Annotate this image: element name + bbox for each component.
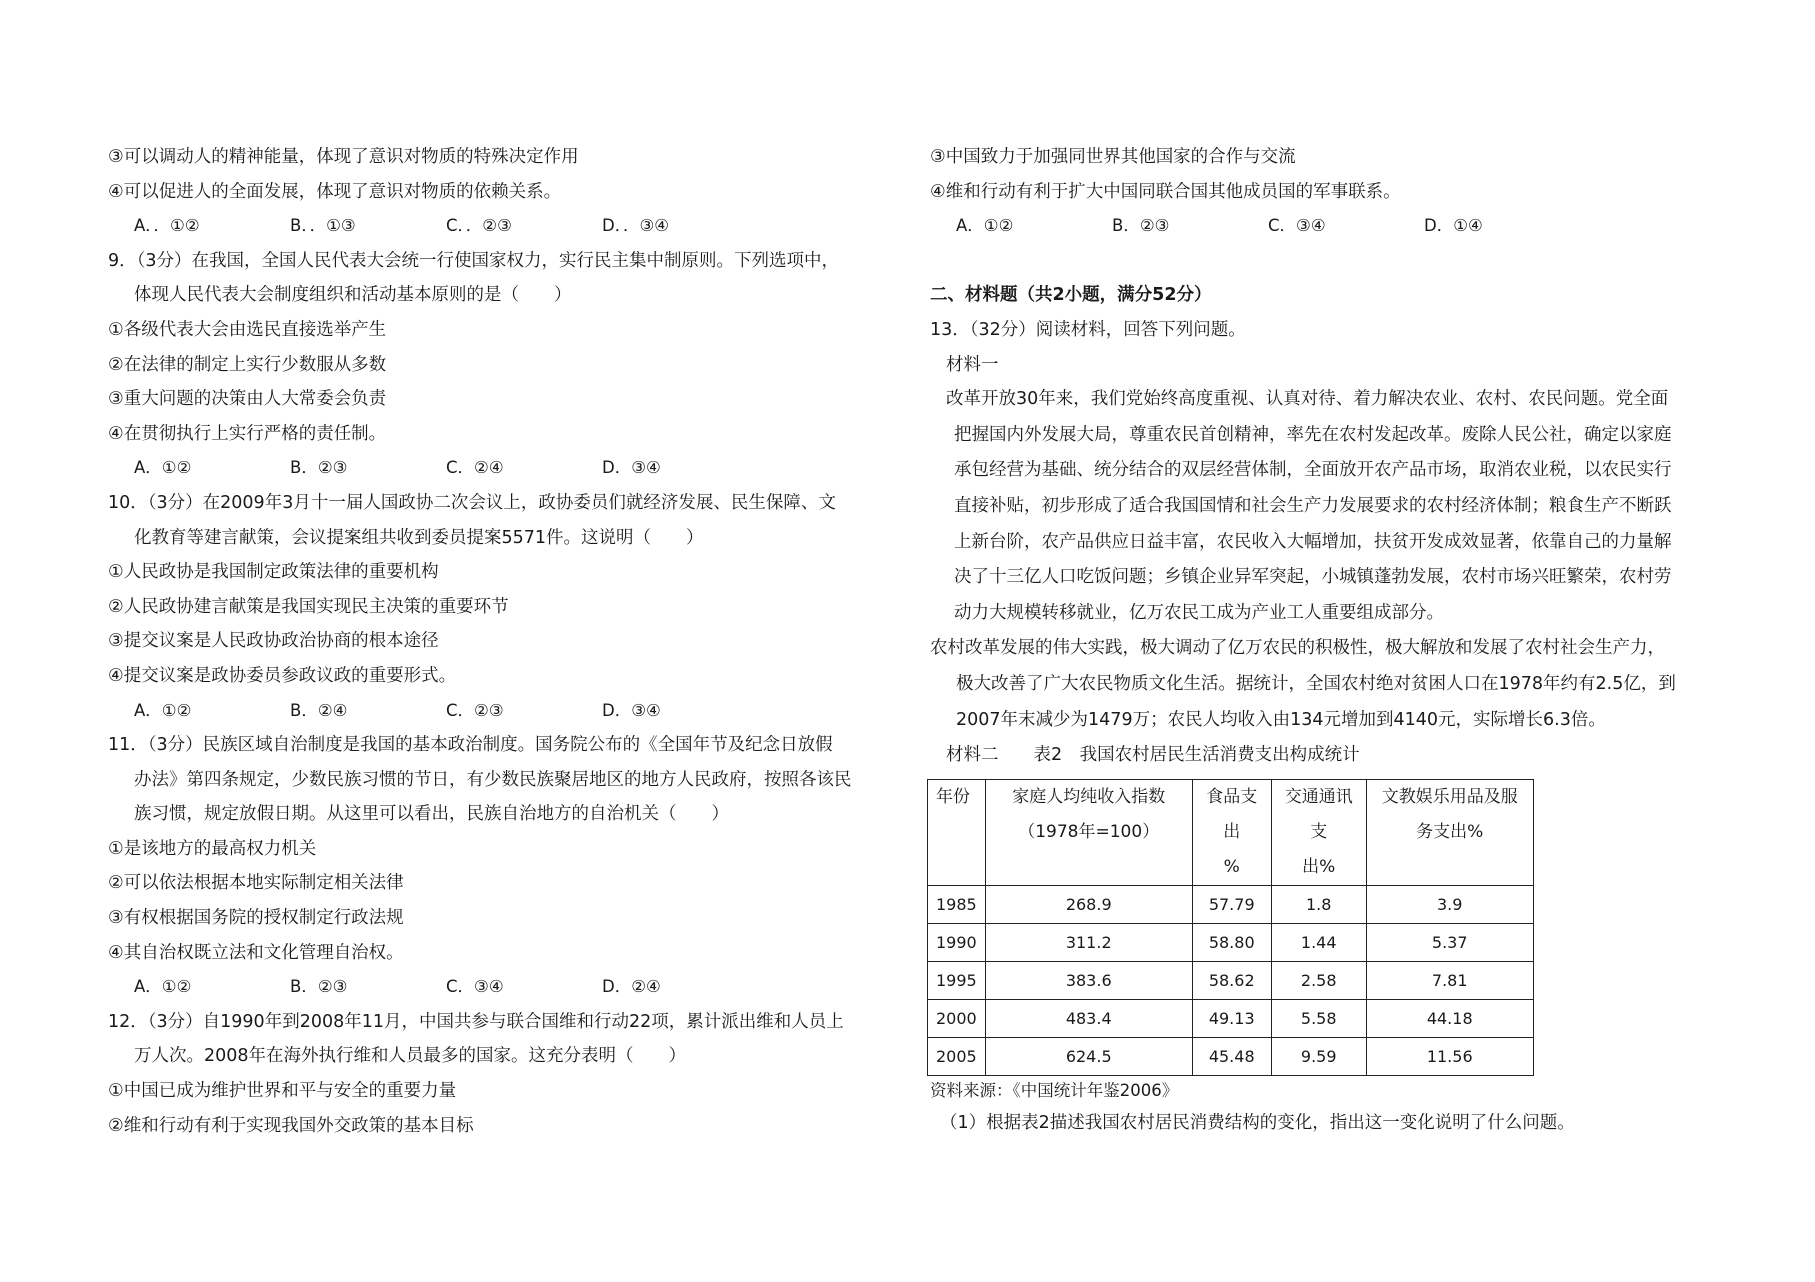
q12-item: ④维和行动有利于扩大中国同联合国其他成员国的军事联系。 (930, 181, 1401, 202)
cell-education: 5.37 (1366, 923, 1533, 961)
option-d: D．．③④ (602, 216, 670, 236)
cell-year: 1990 (928, 923, 986, 961)
material-one-line: 极大改善了广大农民物质文化生活。据统计，全国农村绝对贫困人口在1978年约有2.5亿，到 (956, 673, 1676, 694)
option-a: A．①② (956, 216, 1014, 236)
q10-item: ④提交议案是政协委员参政议政的重要形式。 (108, 665, 457, 686)
material-one-line: 改革开放30年来，我们党始终高度重视、认真对待、着力解决农业、农村、农民问题。党全面 (946, 389, 1669, 410)
cell-education: 3.9 (1366, 885, 1533, 923)
header-text: 食品支出 (1206, 786, 1258, 842)
table-row (928, 999, 1534, 1037)
header-text: 务支出% (1416, 821, 1484, 842)
q12-stem-cont: 万人次。2008年在海外执行维和人员最多的国家。这充分表明（ ） (134, 1046, 687, 1067)
cell-education: 44.18 (1366, 999, 1533, 1037)
header-year (928, 779, 986, 885)
table-row (928, 885, 1534, 923)
cell-income: 311.2 (985, 923, 1192, 961)
cell-income: 268.9 (985, 885, 1192, 923)
material-one-line: 2007年末减少为1479万；农民人均收入由134元增加到4140元，实际增长6.3倍。 (956, 709, 1606, 730)
option-c: C．③④ (446, 977, 504, 997)
option-c: C．②④ (446, 458, 504, 478)
material-two-caption: 材料二 表2 我国农村居民生活消费支出构成统计 (946, 745, 1360, 766)
table-row (928, 923, 1534, 961)
q12-item: ①中国已成为维护世界和平与安全的重要力量 (108, 1081, 457, 1102)
header-text: 文教娱乐用品及服 (1381, 786, 1518, 807)
cell-food: 49.13 (1192, 999, 1271, 1037)
option-a: A．．①② (134, 216, 200, 236)
material-one-line: 承包经营为基础、统分结合的双层经营体制，全面放开农产品市场，取消农业税，以农民实行 (954, 460, 1672, 481)
q10-item: ①人民政协是我国制定政策法律的重要机构 (108, 562, 439, 583)
q12-stem: 12．（3分）自1990年到2008年11月，中国共参与联合国维和行动22项，累计派出维和人员上 (108, 1011, 844, 1032)
header-text: % (1223, 856, 1240, 877)
material-one-paragraph (930, 382, 1720, 631)
material-one-line: 农村改革发展的伟大实践，极大调动了亿万农民的积极性，极大解放和发展了农村社会生产力， (930, 638, 1665, 659)
cell-year: 2005 (928, 1037, 986, 1075)
cell-transport: 1.8 (1271, 885, 1366, 923)
q9-item: ③重大问题的决策由人大常委会负责 (108, 389, 387, 410)
q8-item-4: ④可以促进人的全面发展，体现了意识对物质的依赖关系。 (108, 181, 562, 202)
header-transport (1271, 779, 1366, 885)
option-b: B．②③ (1112, 216, 1170, 236)
material-one-line: 直接补贴，初步形成了适合我国国情和社会生产力发展要求的农村经济体制；粮食生产不断跃 (954, 495, 1672, 516)
consumption-table (927, 779, 1534, 1076)
header-text: 出% (1302, 856, 1336, 877)
q12-item: ③中国致力于加强同世界其他国家的合作与交流 (930, 147, 1296, 167)
option-a: A．①② (134, 700, 192, 720)
option-d: D．①④ (1424, 216, 1483, 236)
material-one-line: 把握国内外发展大局，尊重农民首创精神，率先在农村发起改革。废除人民公社，确定以家庭 (954, 424, 1672, 445)
option-a: A．①② (134, 977, 192, 997)
option-d: D．③④ (602, 458, 661, 478)
header-education (1366, 779, 1533, 885)
cell-year: 1995 (928, 961, 986, 999)
header-text: 交通通讯支 (1284, 786, 1353, 842)
material-one-line: 动力大规模转移就业，亿万农民工成为产业工人重要组成部分。 (954, 602, 1444, 623)
option-a: A．①② (134, 458, 192, 478)
q11-stem-cont: 族习惯，规定放假日期。从这里可以看出，民族自治地方的自治机关（ ） (134, 804, 729, 825)
cell-food: 58.80 (1192, 923, 1271, 961)
cell-year: 2000 (928, 999, 986, 1037)
material-one-label: 材料一 (946, 354, 999, 375)
q10-item: ③提交议案是人民政协政治协商的根本途径 (108, 631, 439, 652)
q12-item: ②维和行动有利于实现我国外交政策的基本目标 (108, 1115, 474, 1136)
cell-food: 45.48 (1192, 1037, 1271, 1075)
q11-item: ③有权根据国务院的授权制定行政法规 (108, 908, 404, 929)
left-column (108, 140, 908, 1143)
header-income-index (985, 779, 1192, 885)
q11-item: ④其自治权既立法和文化管理自治权。 (108, 942, 404, 963)
section-title: 二、材料题（共2小题，满分52分） (930, 285, 1212, 306)
header-food (1192, 779, 1271, 885)
table-row (928, 1037, 1534, 1075)
cell-education: 11.56 (1366, 1037, 1533, 1075)
q10-item: ②人民政协建言献策是我国实现民主决策的重要环节 (108, 596, 509, 617)
table-source: 资料来源：《中国统计年鉴2006》 (930, 1080, 1179, 1100)
q9-item: ①各级代表大会由选民直接选举产生 (108, 319, 387, 340)
option-d: D．②④ (602, 977, 661, 997)
q10-stem-cont: 化教育等建言献策，会议提案组共收到委员提案5571件。这说明（ ） (134, 527, 704, 548)
option-c: C．．②③ (446, 216, 512, 236)
q8-options (108, 209, 908, 244)
cell-education: 7.81 (1366, 961, 1533, 999)
q11-item: ①是该地方的最高权力机关 (108, 838, 317, 859)
q10-options (108, 694, 908, 729)
option-d: D．③④ (602, 700, 661, 720)
right-column (930, 140, 1720, 1140)
q11-stem-cont: 办法》第四条规定，少数民族习惯的节日，有少数民族聚居地区的地方人民政府，按照各该民 (134, 769, 852, 790)
option-b: B．②④ (290, 700, 348, 720)
cell-transport: 5.58 (1271, 999, 1366, 1037)
cell-income: 383.6 (985, 961, 1192, 999)
q9-stem-cont: 体现人民代表大会制度组织和活动基本原则的是（ ） (134, 285, 572, 306)
option-c: C．②③ (446, 700, 504, 720)
q8-item-3: ③可以调动人的精神能量，体现了意识对物质的特殊决定作用 (108, 147, 579, 167)
q9-options (108, 451, 908, 486)
q12-options (930, 209, 1720, 244)
cell-transport: 9.59 (1271, 1037, 1366, 1075)
q10-stem: 10．（3分）在2009年3月十一届人国政协二次会议上，政协委员们就经济发展、民生保障、文 (108, 492, 836, 513)
material-one-paragraph-2 (930, 631, 1720, 738)
cell-food: 57.79 (1192, 885, 1271, 923)
q11-options (108, 970, 908, 1005)
header-text: 家庭人均纯收入指数 (1012, 786, 1166, 807)
option-b: B．②③ (290, 977, 348, 997)
cell-income: 483.4 (985, 999, 1192, 1037)
cell-transport: 2.58 (1271, 961, 1366, 999)
option-b: B．．①③ (290, 216, 356, 236)
q13-stem: 13．（32分）阅读材料，回答下列问题。 (930, 319, 1246, 340)
q13-subquestion-1: （1）根据表2描述我国农村居民消费结构的变化，指出这一变化说明了什么问题。 (940, 1112, 1575, 1133)
table-header-row (928, 779, 1534, 885)
option-c: C．③④ (1268, 216, 1326, 236)
cell-food: 58.62 (1192, 961, 1271, 999)
header-text: 年份 (936, 786, 970, 807)
q9-stem: 9．（3分）在我国，全国人民代表大会统一行使国家权力，实行民主集中制原则。下列选项中， (108, 250, 840, 271)
q9-item: ④在贯彻执行上实行严格的责任制。 (108, 423, 387, 444)
option-b: B．②③ (290, 458, 348, 478)
header-text: （1978年=100） (1018, 821, 1160, 842)
cell-income: 624.5 (985, 1037, 1192, 1075)
q11-stem: 11．（3分）民族区域自治制度是我国的基本政治制度。国务院公布的《全国年节及纪念日放假 (108, 735, 833, 756)
cell-transport: 1.44 (1271, 923, 1366, 961)
q9-item: ②在法律的制定上实行少数服从多数 (108, 354, 387, 375)
q11-item: ②可以依法根据本地实际制定相关法律 (108, 873, 404, 894)
table-row (928, 961, 1534, 999)
material-one-line: 决了十三亿人口吃饭问题；乡镇企业异军突起，小城镇蓬勃发展，农村市场兴旺繁荣，农村劳 (954, 567, 1672, 588)
cell-year: 1985 (928, 885, 986, 923)
spacer (930, 244, 1720, 279)
material-one-line: 上新台阶，农产品供应日益丰富，农民收入大幅增加，扶贫开发成效显著，依靠自己的力量解 (954, 531, 1672, 552)
